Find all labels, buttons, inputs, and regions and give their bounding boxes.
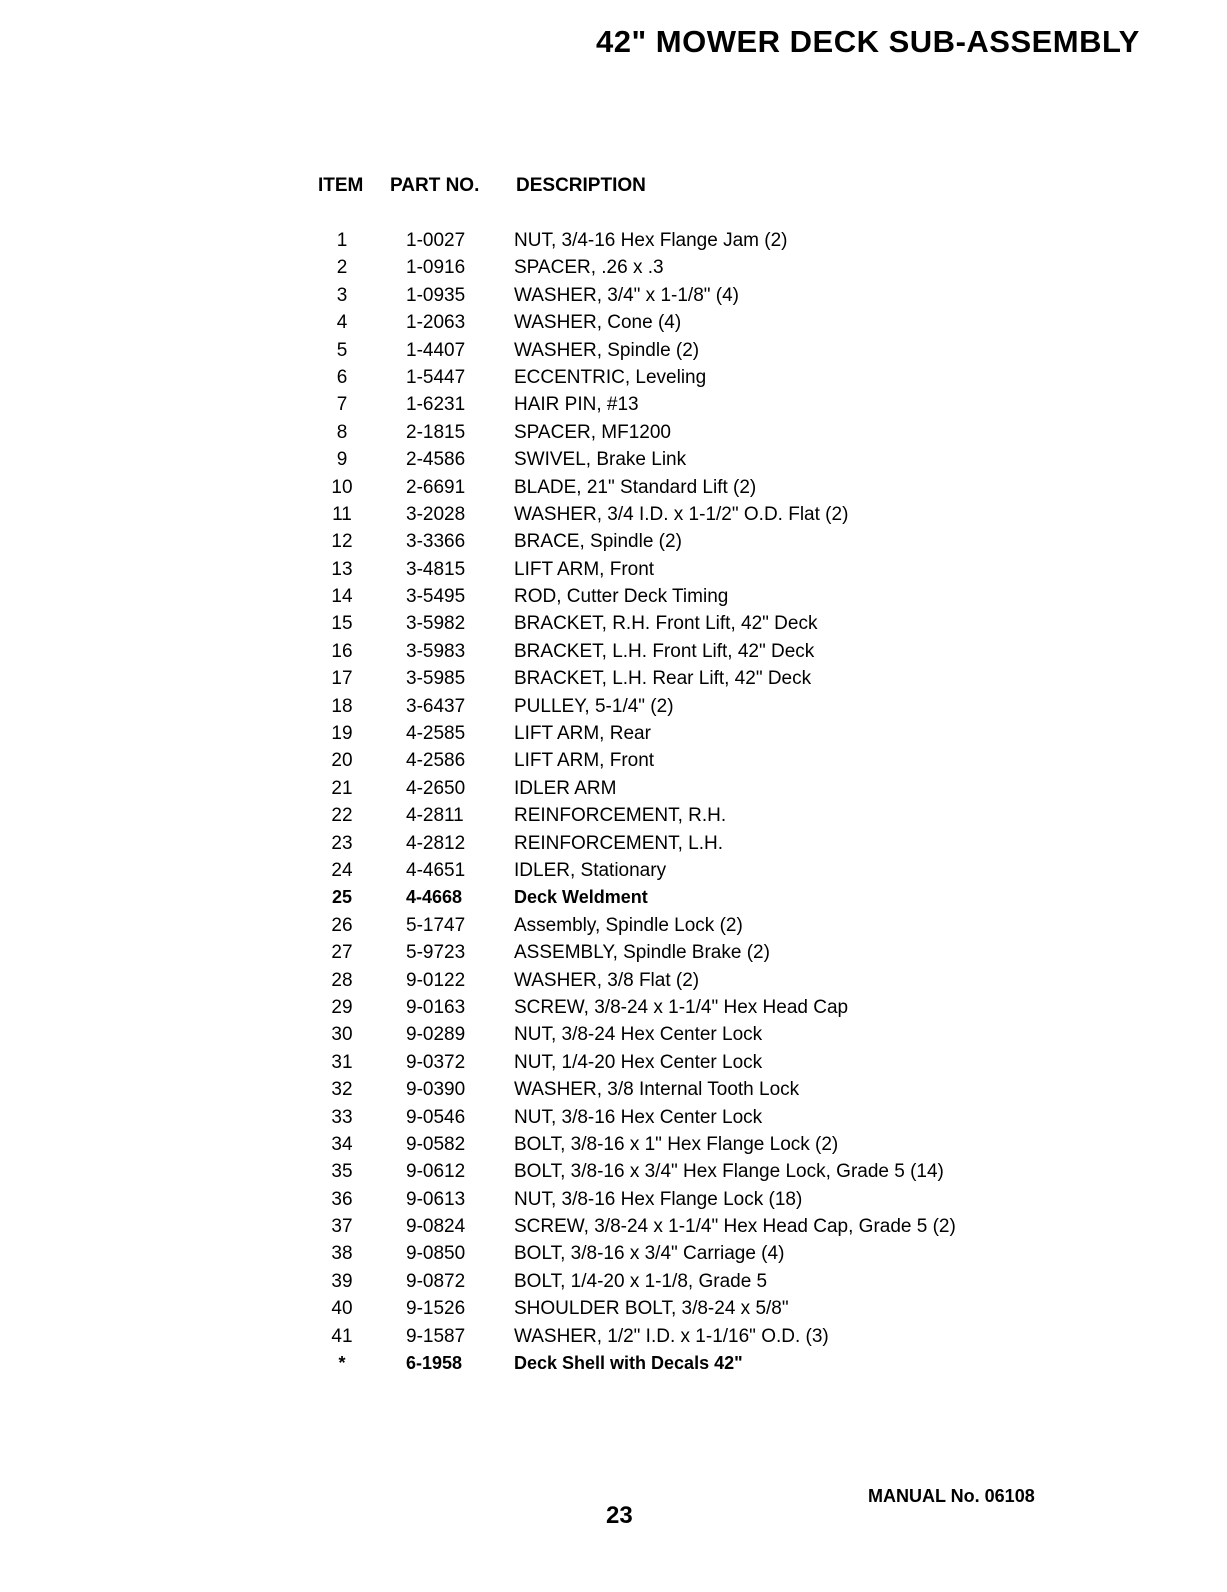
part-number: 9-0390 bbox=[406, 1079, 466, 1101]
table-row bbox=[318, 1076, 1038, 1103]
part-description: WASHER, 3/8 Flat (2) bbox=[514, 969, 700, 991]
table-row bbox=[318, 1213, 1038, 1240]
part-description: NUT, 1/4-20 Hex Center Lock bbox=[514, 1051, 763, 1073]
part-description: WASHER, 3/8 Internal Tooth Lock bbox=[514, 1079, 800, 1101]
item-number: 4 bbox=[336, 312, 348, 334]
part-number: 4-2650 bbox=[406, 777, 466, 799]
part-number: 4-4668 bbox=[406, 887, 463, 908]
item-number: 22 bbox=[331, 805, 353, 827]
parts-table-header bbox=[318, 175, 1018, 199]
table-row bbox=[318, 583, 1038, 610]
item-number: 18 bbox=[331, 695, 353, 717]
part-description: WASHER, 3/4" x 1-1/8" (4) bbox=[514, 284, 740, 306]
table-row bbox=[318, 1268, 1038, 1295]
item-number: 11 bbox=[332, 503, 352, 525]
part-number: 4-2586 bbox=[406, 750, 466, 772]
part-description: SCREW, 3/8-24 x 1-1/4" Hex Head Cap, Grade 5 (2) bbox=[514, 1216, 956, 1238]
item-number: 13 bbox=[331, 558, 353, 580]
item-number: 6 bbox=[336, 366, 348, 388]
part-number: 3-5985 bbox=[406, 668, 466, 690]
part-description: LIFT ARM, Front bbox=[514, 558, 655, 580]
item-number: * bbox=[338, 1353, 346, 1374]
part-no-column-header: PART NO. bbox=[390, 175, 480, 196]
part-number: 9-0612 bbox=[406, 1161, 466, 1183]
part-number: 1-5447 bbox=[406, 366, 466, 388]
table-row bbox=[318, 227, 1038, 254]
part-number: 3-2028 bbox=[406, 503, 466, 525]
table-row bbox=[318, 802, 1038, 829]
table-row bbox=[318, 994, 1038, 1021]
part-description: NUT, 3/8-16 Hex Flange Lock (18) bbox=[514, 1188, 803, 1210]
part-number: 3-4815 bbox=[406, 558, 466, 580]
part-number: 3-6437 bbox=[406, 695, 466, 717]
part-description: IDLER ARM bbox=[514, 777, 617, 799]
part-number: 2-1815 bbox=[406, 421, 466, 443]
item-number: 17 bbox=[331, 668, 353, 690]
part-description: ASSEMBLY, Spindle Brake (2) bbox=[514, 942, 770, 964]
part-number: 9-0372 bbox=[406, 1051, 466, 1073]
table-row bbox=[318, 1240, 1038, 1267]
part-number: 4-2585 bbox=[406, 723, 466, 745]
part-number: 3-5982 bbox=[406, 613, 466, 635]
item-number: 15 bbox=[331, 613, 353, 635]
part-number: 9-0613 bbox=[406, 1188, 466, 1210]
part-description: BRACE, Spindle (2) bbox=[514, 531, 682, 553]
part-description: BOLT, 3/8-16 x 1" Hex Flange Lock (2) bbox=[514, 1133, 839, 1155]
part-number: 4-2812 bbox=[406, 832, 466, 854]
table-row bbox=[318, 1186, 1038, 1213]
part-description: NUT, 3/4-16 Hex Flange Jam (2) bbox=[514, 230, 788, 251]
table-row bbox=[318, 912, 1038, 939]
part-description: BOLT, 3/8-16 x 3/4" Carriage (4) bbox=[514, 1243, 785, 1265]
part-description: SWIVEL, Brake Link bbox=[514, 449, 687, 471]
table-row bbox=[318, 967, 1038, 994]
table-row bbox=[318, 556, 1038, 583]
item-number: 9 bbox=[336, 449, 348, 471]
part-number: 9-0546 bbox=[406, 1106, 466, 1128]
table-row bbox=[318, 528, 1038, 555]
part-description: IDLER, Stationary bbox=[514, 859, 667, 881]
part-description: REINFORCEMENT, L.H. bbox=[514, 832, 724, 854]
parts-table-body bbox=[318, 227, 1038, 1377]
item-number: 31 bbox=[331, 1051, 353, 1073]
part-description: PULLEY, 5-1/4" (2) bbox=[514, 695, 674, 717]
part-number: 3-3366 bbox=[406, 531, 466, 553]
table-row bbox=[318, 474, 1038, 501]
part-description: WASHER, 1/2" I.D. x 1-1/16" O.D. (3) bbox=[514, 1325, 829, 1347]
table-row bbox=[318, 1131, 1038, 1158]
part-description: Deck Shell with Decals 42" bbox=[514, 1353, 743, 1374]
part-description: BRACKET, R.H. Front Lift, 42" Deck bbox=[514, 613, 818, 635]
item-number: 7 bbox=[336, 394, 348, 416]
item-number: 8 bbox=[336, 421, 348, 443]
part-description: SHOULDER BOLT, 3/8-24 x 5/8" bbox=[514, 1298, 789, 1320]
item-number: 20 bbox=[331, 750, 353, 772]
item-number: 40 bbox=[331, 1298, 353, 1320]
item-number: 25 bbox=[331, 887, 353, 908]
item-number: 21 bbox=[331, 777, 353, 799]
item-number: 3 bbox=[336, 284, 348, 306]
item-number: 37 bbox=[331, 1216, 353, 1238]
table-row bbox=[318, 1350, 1038, 1377]
part-description: WASHER, Cone (4) bbox=[514, 312, 682, 334]
table-row bbox=[318, 337, 1038, 364]
table-row bbox=[318, 1323, 1038, 1350]
part-number: 9-0289 bbox=[406, 1024, 466, 1046]
table-row bbox=[318, 939, 1038, 966]
item-number: 5 bbox=[336, 339, 348, 361]
part-number: 9-0163 bbox=[406, 996, 466, 1018]
item-number: 16 bbox=[331, 640, 353, 662]
part-number: 3-5495 bbox=[406, 586, 466, 608]
part-description: SCREW, 3/8-24 x 1-1/4" Hex Head Cap bbox=[514, 996, 849, 1018]
table-row bbox=[318, 1295, 1038, 1322]
table-row bbox=[318, 1158, 1038, 1185]
item-number: 26 bbox=[331, 914, 353, 936]
table-row bbox=[318, 665, 1038, 692]
item-number: 33 bbox=[331, 1106, 353, 1128]
table-row bbox=[318, 1021, 1038, 1048]
part-number: 4-2811 bbox=[406, 805, 464, 827]
page-number: 23 bbox=[606, 1502, 633, 1529]
item-number: 35 bbox=[331, 1161, 353, 1183]
part-description: SPACER, MF1200 bbox=[514, 421, 671, 443]
item-number: 36 bbox=[331, 1188, 353, 1210]
part-number: 3-5983 bbox=[406, 640, 466, 662]
item-number: 1 bbox=[336, 230, 348, 251]
part-number: 2-4586 bbox=[406, 449, 466, 471]
item-number: 39 bbox=[331, 1270, 353, 1292]
part-number: 9-0122 bbox=[406, 969, 466, 991]
part-number: 9-1526 bbox=[406, 1298, 466, 1320]
part-description: LIFT ARM, Front bbox=[514, 750, 655, 772]
item-number: 12 bbox=[331, 531, 353, 553]
manual-number: MANUAL No. 06108 bbox=[868, 1486, 1035, 1506]
part-description: REINFORCEMENT, R.H. bbox=[514, 805, 727, 827]
part-description: BOLT, 1/4-20 x 1-1/8, Grade 5 bbox=[514, 1270, 768, 1292]
part-description: LIFT ARM, Rear bbox=[514, 723, 651, 745]
table-row bbox=[318, 775, 1038, 802]
item-number: 19 bbox=[331, 723, 353, 745]
part-number: 9-0824 bbox=[406, 1216, 466, 1238]
table-row bbox=[318, 254, 1038, 281]
part-number: 5-1747 bbox=[406, 914, 466, 936]
item-number: 28 bbox=[331, 969, 353, 991]
table-row bbox=[318, 610, 1038, 637]
table-row bbox=[318, 693, 1038, 720]
table-row bbox=[318, 1104, 1038, 1131]
part-description: ECCENTRIC, Leveling bbox=[514, 366, 707, 388]
table-row bbox=[318, 638, 1038, 665]
part-description: HAIR PIN, #13 bbox=[514, 394, 639, 416]
part-number: 1-2063 bbox=[406, 312, 466, 334]
part-number: 9-0850 bbox=[406, 1243, 466, 1265]
part-number: 1-6231 bbox=[406, 394, 466, 416]
part-description: Deck Weldment bbox=[514, 887, 648, 908]
item-column-header: ITEM bbox=[318, 175, 364, 196]
table-row bbox=[318, 720, 1038, 747]
page-title: 42" MOWER DECK SUB-ASSEMBLY bbox=[596, 24, 1140, 59]
table-row bbox=[318, 364, 1038, 391]
part-description: Assembly, Spindle Lock (2) bbox=[514, 914, 743, 936]
table-row bbox=[318, 857, 1038, 884]
part-number: 1-0935 bbox=[406, 284, 466, 306]
part-description: ROD, Cutter Deck Timing bbox=[514, 586, 729, 608]
part-description: BLADE, 21" Standard Lift (2) bbox=[514, 476, 757, 498]
part-number: 4-4651 bbox=[406, 859, 466, 881]
part-number: 6-1958 bbox=[406, 1353, 463, 1374]
table-row bbox=[318, 282, 1038, 309]
item-number: 27 bbox=[331, 942, 353, 964]
item-number: 34 bbox=[331, 1133, 353, 1155]
part-number: 5-9723 bbox=[406, 942, 466, 964]
item-number: 30 bbox=[331, 1024, 353, 1046]
item-number: 24 bbox=[331, 859, 353, 881]
table-row bbox=[318, 747, 1038, 774]
part-number: 1-4407 bbox=[406, 339, 466, 361]
item-number: 29 bbox=[331, 996, 353, 1018]
table-row bbox=[318, 446, 1038, 473]
item-number: 38 bbox=[331, 1243, 353, 1265]
part-number: 9-0872 bbox=[406, 1270, 466, 1292]
table-row bbox=[318, 309, 1038, 336]
part-description: NUT, 3/8-24 Hex Center Lock bbox=[514, 1024, 763, 1046]
part-number: 1-0916 bbox=[406, 257, 466, 279]
table-row bbox=[318, 501, 1038, 528]
table-row bbox=[318, 830, 1038, 857]
part-description: NUT, 3/8-16 Hex Center Lock bbox=[514, 1106, 763, 1128]
part-number: 1-0027 bbox=[406, 230, 466, 251]
part-number: 9-1587 bbox=[406, 1325, 466, 1347]
item-number: 32 bbox=[331, 1079, 353, 1101]
item-number: 23 bbox=[331, 832, 353, 854]
item-number: 2 bbox=[336, 257, 348, 279]
part-description: WASHER, Spindle (2) bbox=[514, 339, 700, 361]
part-description: BRACKET, L.H. Rear Lift, 42" Deck bbox=[514, 668, 812, 690]
table-row bbox=[318, 884, 1038, 911]
part-number: 9-0582 bbox=[406, 1133, 466, 1155]
part-description: WASHER, 3/4 I.D. x 1-1/2" O.D. Flat (2) bbox=[514, 503, 849, 525]
part-description: SPACER, .26 x .3 bbox=[514, 257, 664, 279]
item-number: 10 bbox=[331, 476, 353, 498]
description-column-header: DESCRIPTION bbox=[516, 175, 646, 196]
item-number: 14 bbox=[331, 586, 353, 608]
table-row bbox=[318, 419, 1038, 446]
part-description: BOLT, 3/8-16 x 3/4" Hex Flange Lock, Grade 5 (14) bbox=[514, 1161, 944, 1183]
part-number: 2-6691 bbox=[406, 476, 466, 498]
table-row bbox=[318, 1049, 1038, 1076]
part-description: BRACKET, L.H. Front Lift, 42" Deck bbox=[514, 640, 815, 662]
item-number: 41 bbox=[331, 1325, 353, 1347]
table-row bbox=[318, 391, 1038, 418]
